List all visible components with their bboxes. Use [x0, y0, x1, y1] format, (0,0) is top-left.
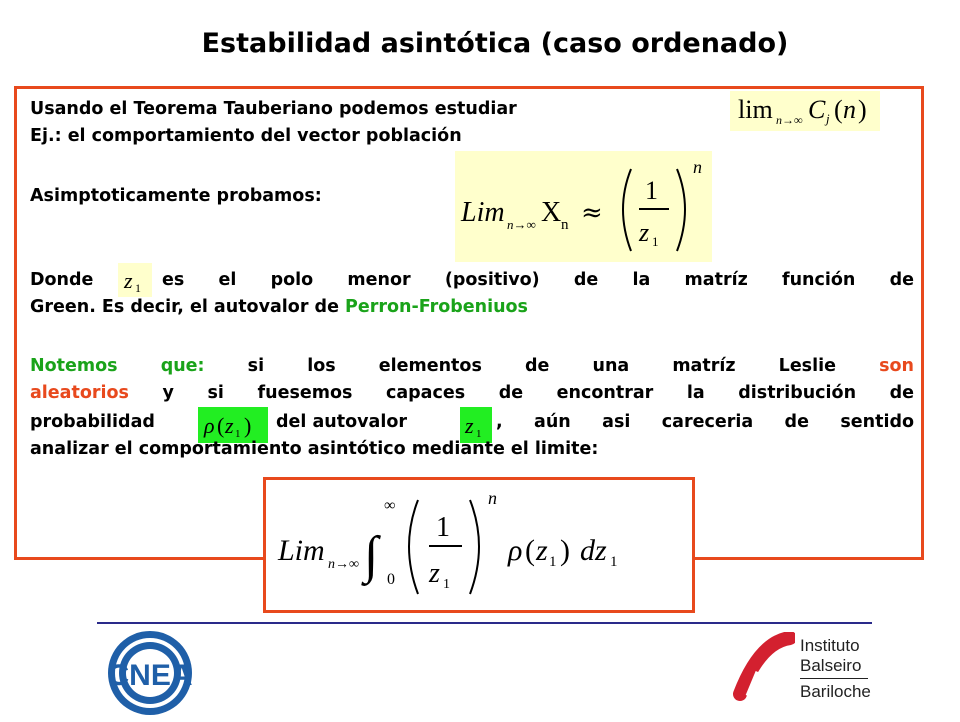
footer-divider [97, 622, 872, 624]
formula-asymptotic-svg [455, 151, 712, 262]
formula-integral-svg [266, 480, 692, 610]
formula-asymptotic [455, 151, 712, 262]
svg-text:n: n [488, 488, 497, 508]
svg-text:z: z [225, 413, 234, 438]
svg-text:dz: dz [580, 534, 607, 567]
svg-text:0: 0 [387, 571, 395, 588]
svg-text:1: 1 [652, 234, 659, 249]
text-fuesemos-capaces: y si fuesemos capaces de encontrar la distribución de [162, 383, 914, 403]
text-aleatorios-line [30, 381, 914, 406]
ib-text-instituto: Instituto [800, 636, 860, 655]
text-green-line [30, 295, 528, 320]
cnea-logo [105, 628, 195, 722]
svg-text:ρ: ρ [204, 413, 215, 438]
ib-divider [800, 678, 868, 679]
svg-text:n→∞: n→∞ [507, 217, 536, 232]
text-del-autovalor: del autovalor [276, 412, 408, 432]
svg-text:z: z [124, 268, 133, 293]
slide-title: Estabilidad asintótica (caso ordenado) [201, 28, 789, 59]
svg-text:≈: ≈ [581, 198, 603, 228]
cnea-logo-text: CNEA [107, 659, 193, 692]
text-notemos-que: Notemos que: [30, 356, 205, 376]
svg-text:n: n [561, 217, 569, 233]
cnea-logo-icon [105, 628, 195, 718]
ib-text-balseiro: Balseiro [800, 656, 862, 675]
text-perron-frobenius: Perron-Frobeniuos [345, 297, 528, 317]
instituto-balseiro-logo [730, 632, 795, 708]
text-si-los-elementos: si los elementos de una matríz Leslie [247, 356, 836, 376]
svg-text:(: ( [834, 95, 843, 124]
svg-text:): ) [244, 413, 252, 438]
formula-z1-donde [118, 263, 152, 297]
svg-text:n→∞: n→∞ [328, 557, 359, 572]
text-analizar: analizar el comportamiento asintótico mediante el limite: [30, 439, 599, 459]
svg-text:n: n [843, 95, 856, 124]
svg-text:ρ: ρ [508, 534, 523, 567]
formula-lim-cj-svg [730, 91, 880, 131]
svg-text:): ) [560, 534, 570, 567]
text-aleatorios: aleatorios [30, 383, 129, 403]
svg-text:(: ( [525, 534, 535, 567]
text-donde: Donde [30, 270, 94, 290]
svg-text:z: z [465, 413, 474, 438]
svg-text:z: z [639, 218, 650, 247]
text-autovalor-de: Green. Es decir, el autovalor de [30, 297, 339, 317]
svg-text:1: 1 [235, 428, 241, 440]
svg-text:C: C [808, 95, 826, 124]
svg-text:n: n [693, 157, 702, 177]
formula-integral-frame [263, 477, 695, 613]
svg-text:): ) [858, 95, 867, 124]
text-son: son [879, 356, 914, 376]
text-careceria: , aún asi careceria de sentido [496, 412, 914, 432]
svg-text:z: z [536, 534, 548, 567]
svg-text:1: 1 [476, 428, 482, 440]
svg-text:Lim: Lim [278, 534, 325, 567]
text-notemos-line [30, 354, 914, 379]
svg-text:1: 1 [610, 554, 618, 570]
svg-text:∞: ∞ [384, 497, 396, 514]
text-probabilidad: probabilidad [30, 412, 155, 432]
svg-text:1: 1 [436, 512, 450, 543]
text-line-tauberian: Usando el Teorema Tauberiano podemos estudiar [30, 99, 517, 119]
svg-text:1: 1 [135, 281, 141, 295]
svg-text:1: 1 [443, 577, 450, 592]
svg-text:n→∞: n→∞ [776, 113, 803, 127]
svg-text:Lim: Lim [461, 197, 505, 228]
text-line-ej: Ej.: el comportamiento del vector población [30, 126, 462, 146]
svg-text:(: ( [217, 413, 225, 438]
ib-text-bariloche: Bariloche [800, 682, 871, 701]
svg-text:X: X [541, 197, 562, 228]
svg-text:j: j [826, 111, 830, 126]
svg-text:lim: lim [738, 95, 773, 124]
svg-text:1: 1 [645, 176, 658, 205]
formula-lim-cj [730, 91, 880, 131]
svg-text:1: 1 [549, 554, 557, 570]
text-line-asimptoticamente: Asimptoticamente probamos: [30, 186, 322, 206]
svg-text:∫: ∫ [364, 527, 379, 584]
ib-swoosh-icon [730, 632, 795, 704]
svg-text:z: z [429, 558, 440, 589]
text-polo-menor: es el polo menor (positivo) de la matríz función de [162, 270, 914, 290]
